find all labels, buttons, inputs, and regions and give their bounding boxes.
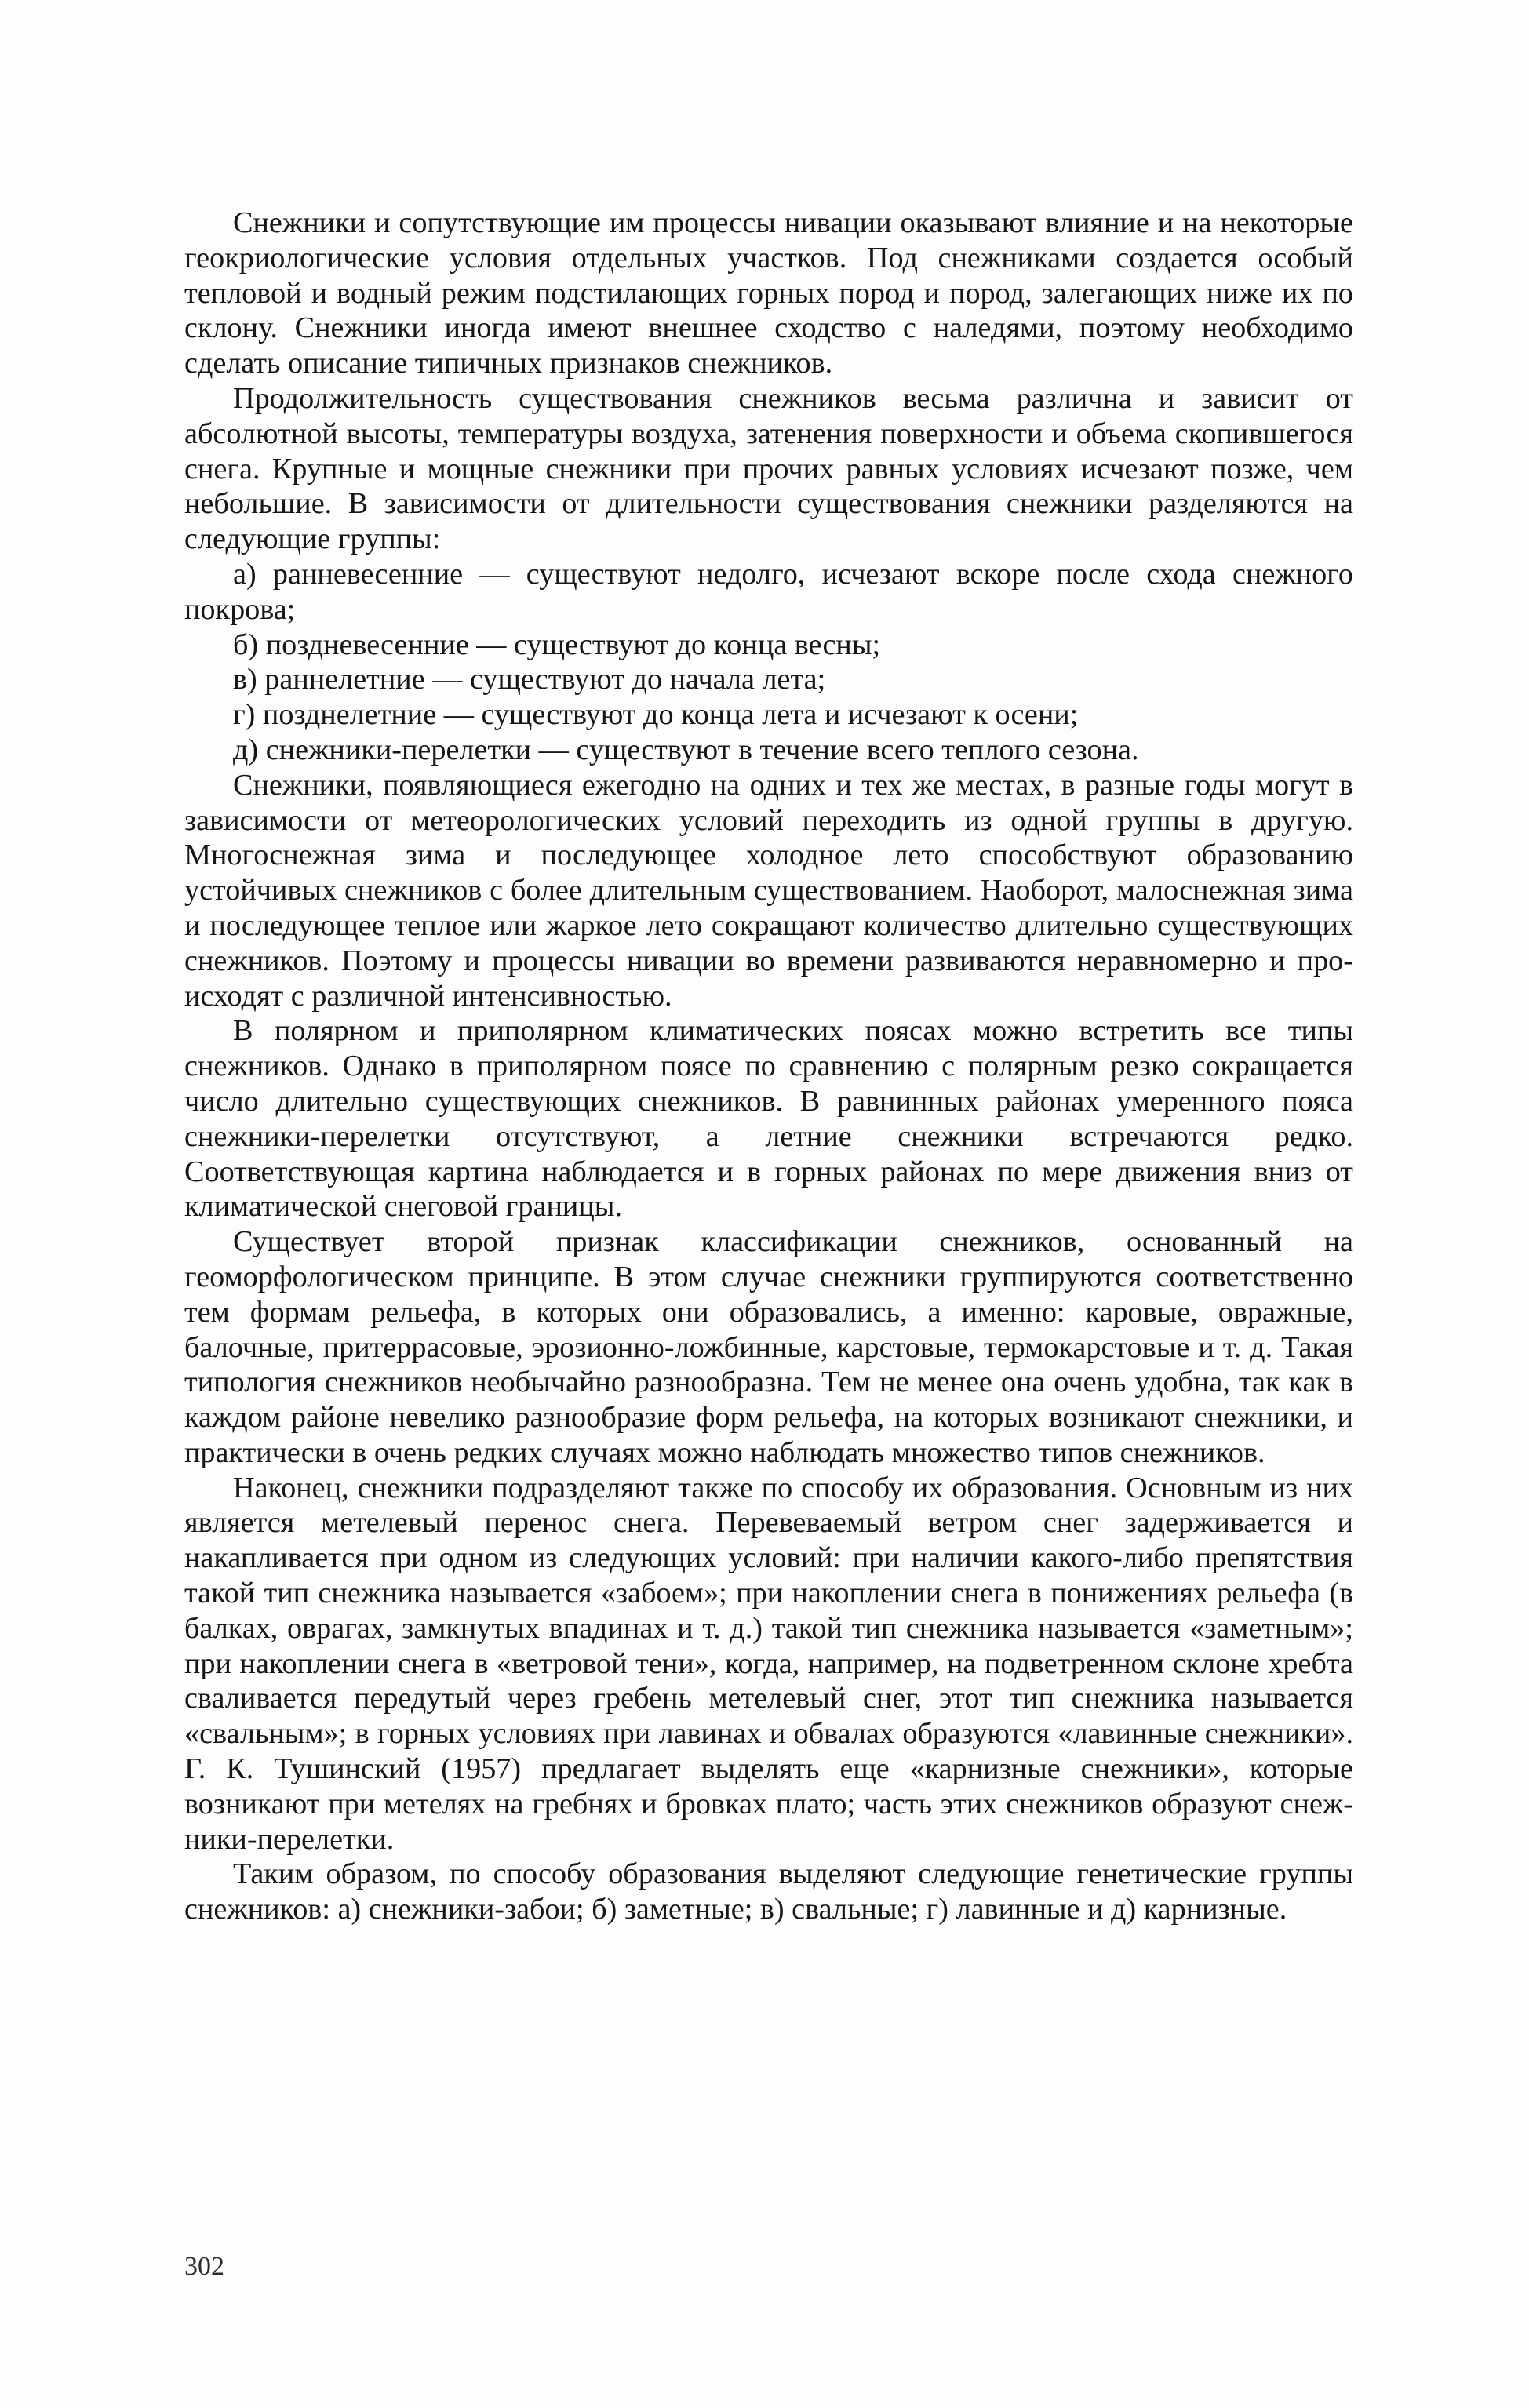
paragraph-climate-zones: В полярном и приполярном климатических поясах можно встретить все типы снежников. Однако в приполярном поясе по сравнению с полярным резко сокращается число длительно существующих снежников. В равнинных районах умеренного пояса снежники-перелетки отсутствуют, а летние снежники встречаются редко. Соответствующая картина наблюдается и в горных районах по мере движения вниз от климатической снеговой границы. — [184, 1014, 1353, 1224]
page-number: 302 — [184, 2252, 224, 2281]
list-item-early-spring: а) ранневесенние — существуют недолго, исчезают вскоре после схода снежного покрова; — [184, 557, 1353, 626]
list-item-perennial: д) снежники-перелетки — существуют в течение всего теплого сезона. — [233, 733, 1139, 766]
list-item-late-spring: б) поздневесенние — существуют до конца весны; — [233, 627, 881, 661]
paragraph-group-transition: Снежники, появляющиеся ежегодно на одних и тех же местах, в разные годы могут в зависимости от метеорологических условий переходить из одной группы в другую. Многоснежная зима и последующее холодное лето способствуют образованию устойчивых снежников с более длительным существованием. Наоборот, малоснежная зима и последующее теплое или жаркое лето сокращают количество длительно существующих снежников. Поэтому и процессы нивации во времени развиваются неравномерно и происходят с различной интенсивностью. — [184, 768, 1353, 1013]
paragraph-geomorphology: Существует второй признак классификации снежников, основанный на геоморфологическом принципе. В этом случае снежники группируются соответственно тем формам рельефа, в которых они образовались, а именно: каровые, овражные, балочные, притеррасовые, эрозионно-ложбинные, карстовые, термокарстовые и т. д. Такая типология снежников необычайно разнообразна. Тем не менее она очень удобна, так как в каждом районе невелико разнообразие форм рельефа, на которых возникают снежники, и практически в очень редких случаях можно наблюдать множество типов снежников. — [184, 1225, 1353, 1469]
paragraph-intro: Снежники и сопутствующие им процессы нивации оказывают влияние и на некоторые геокриологические условия отдельных участков. Под снежниками создается особый тепловой и водный режим подстилающих горных пород и пород, залегающих ниже их по склону. Снежники иногда имеют внешнее сходство с наледями, поэтому необходимо сделать описание типичных признаков снежников. — [184, 206, 1353, 380]
list-item-late-summer: г) позднелетние — существуют до конца лета и исчезают к осени; — [233, 698, 1079, 732]
body-text — [184, 206, 1353, 1927]
list-item-early-summer: в) раннелетние — существуют до начала лета; — [233, 663, 826, 697]
paragraph-conclusion: Таким образом, по способу образования выделяют следующие генетические группы снежников: а) снежники-забои; б) заметные; в) свальные; г) лавинные и д) карнизные. — [184, 1857, 1353, 1926]
paragraph-formation: Наконец, снежники подразделяют также по способу их образования. Основным из них является метелевый перенос снега. Перевеваемый ветром снег задерживается и накапливается при одном из следующих условий: при наличии какого-либо препятствия такой тип снежника называется «забоем»; при накоплении снега в понижениях рельефа (в балках, оврагах, замкнутых впадинах и т. д.) такой тип снежника называется «заметным»; при накоплении снега в «ветровой тени», когда, например, на подветренном склоне хребта сваливается передутый через гребень метелевый снег, этот тип снежника называется «свальным»; в горных условиях при лавинах и обвалах образуются «лавинные снежники». Г. К. Тушинский (1957) предлагает выделять еще «карнизные снежники», которые возникают при метелях на гребнях и бровках плато; часть этих снежников образуют снежники-перелетки. — [184, 1471, 1353, 1856]
paragraph-duration: Продолжительность существования снежников весьма различна и зависит от абсолютной высоты, температуры воздуха, затенения поверхности и объема скопившегося снега. Крупные и мощные снежники при прочих равных условиях исчезают позже, чем небольшие. В зависимости от длительности существования снежники разделяются на следующие группы: — [184, 381, 1353, 556]
